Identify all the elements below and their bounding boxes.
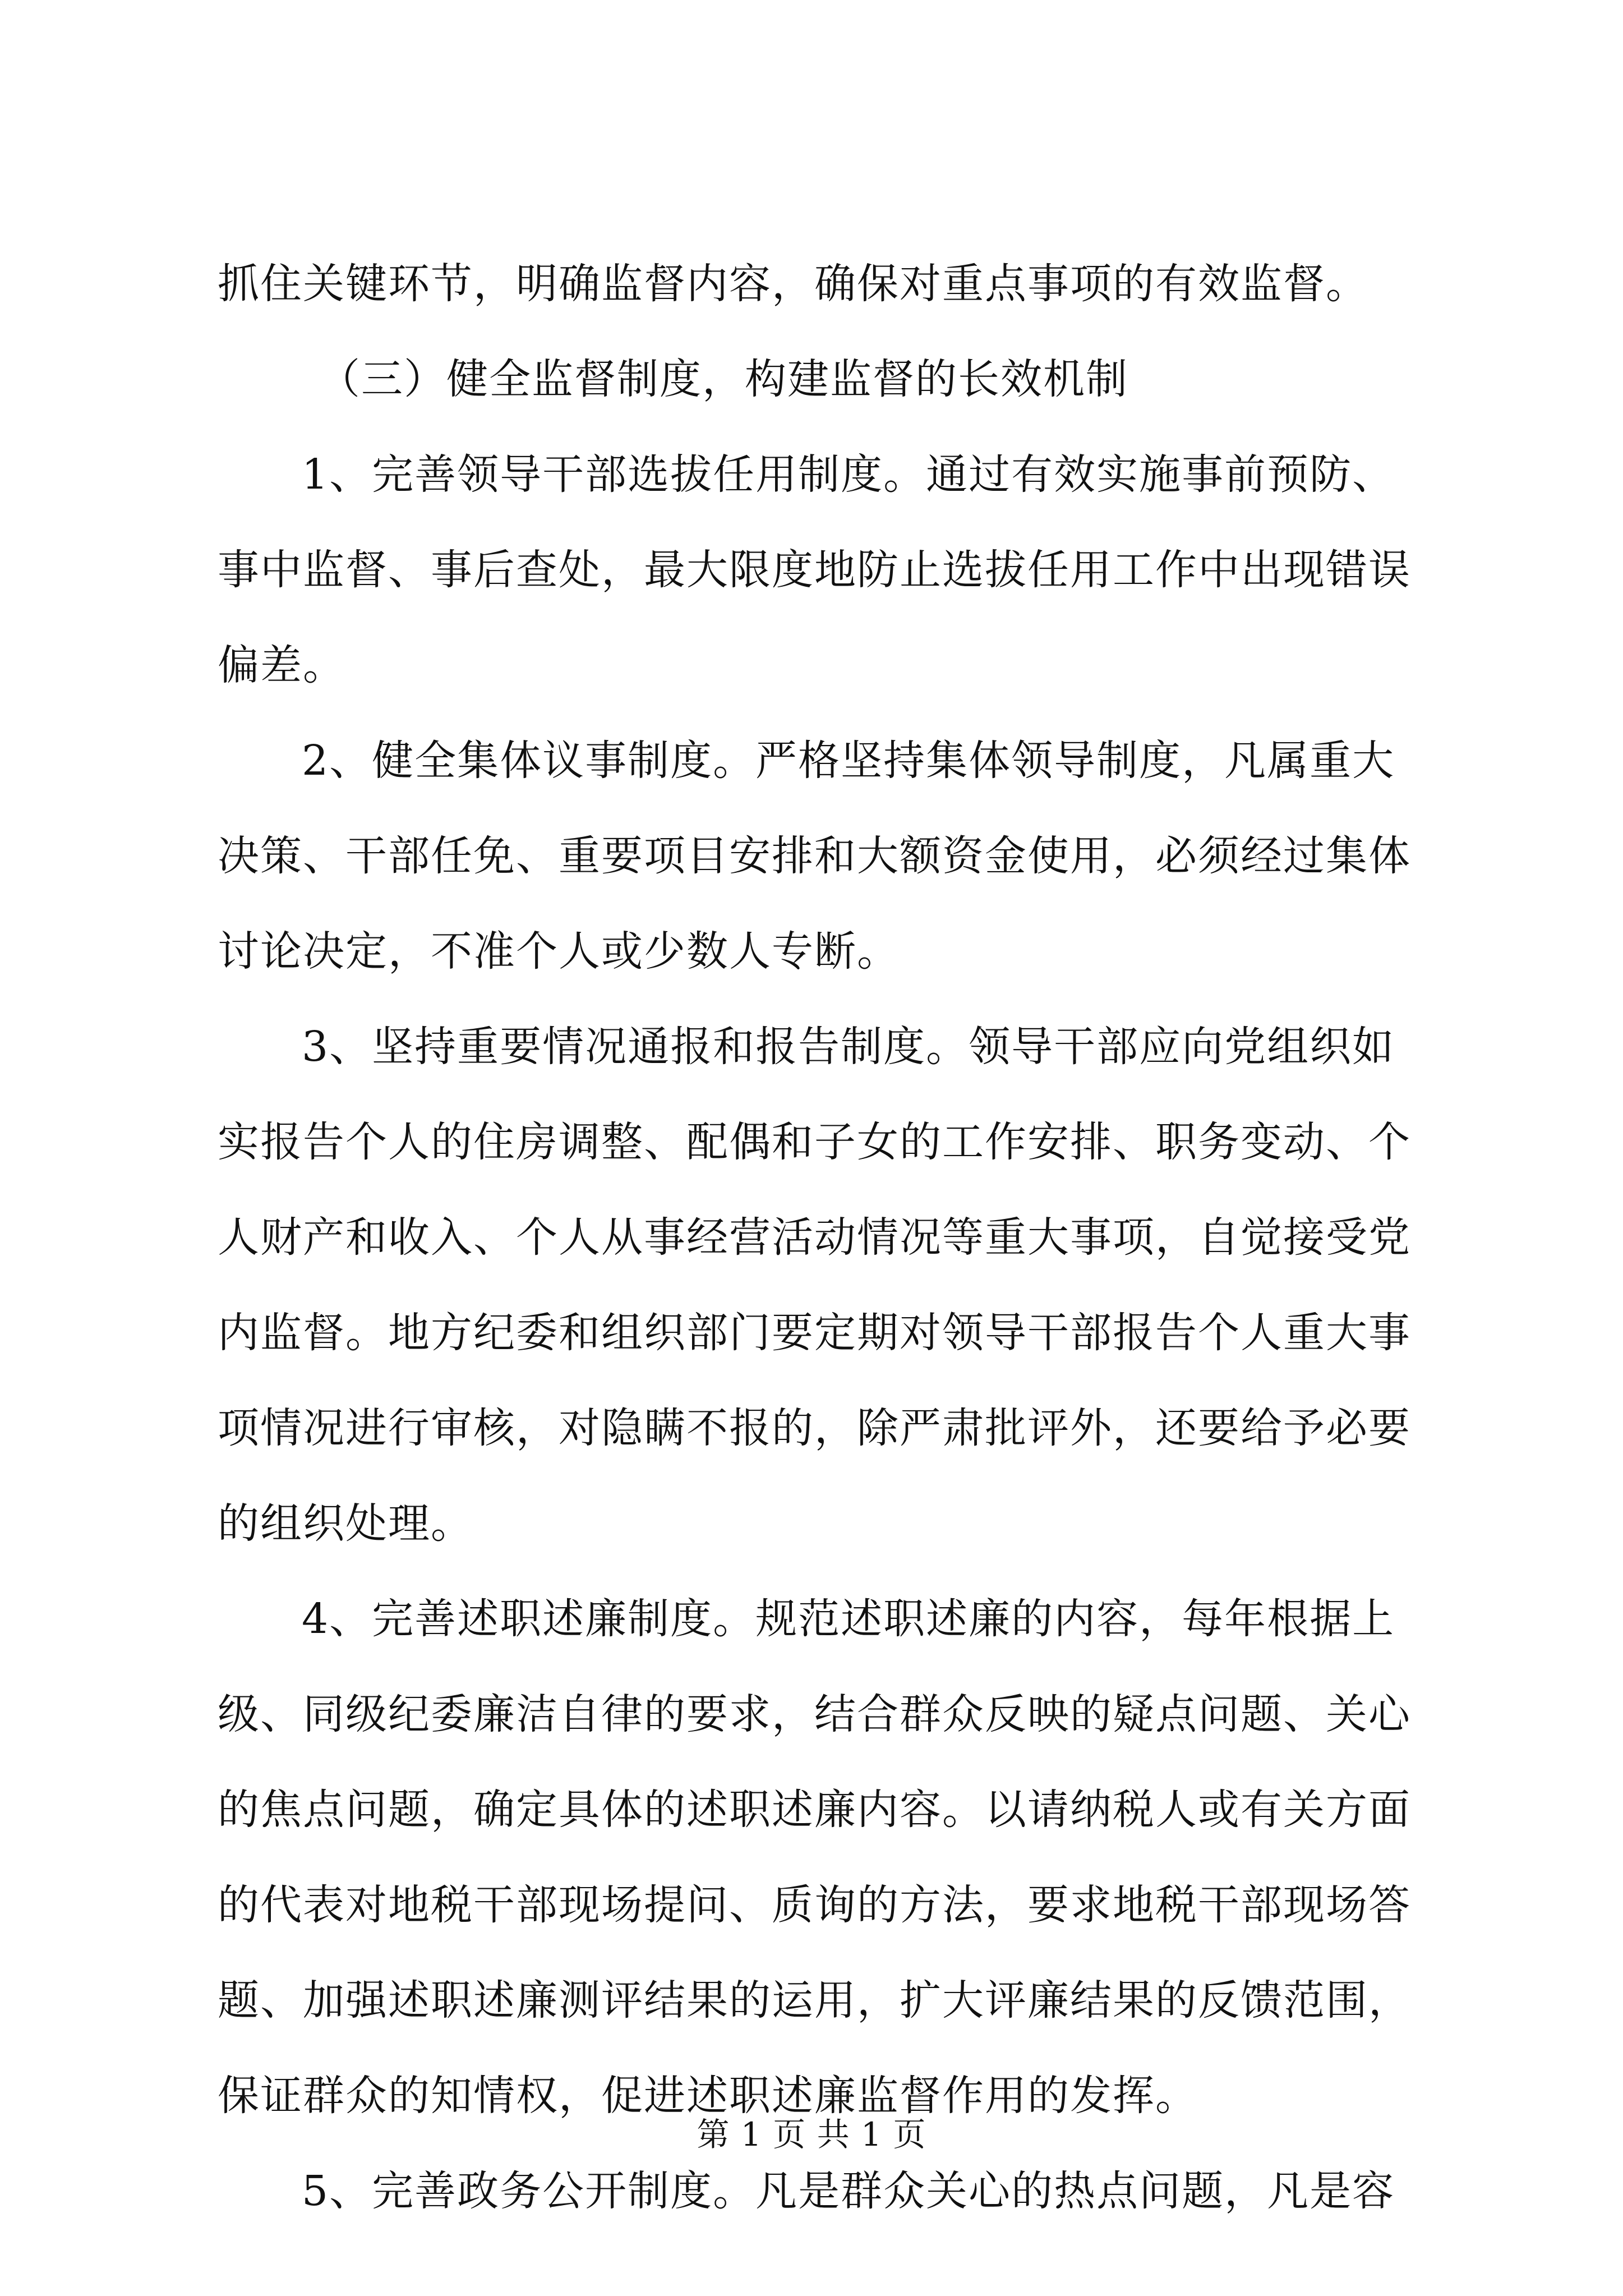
text-line-20: 保证群众的知情权，促进述职述廉监督作用的发挥。 [218,2072,1198,2120]
text-line-7: 决策、干部任免、重要项目安排和大额资金使用，必须经过集体 [218,832,1411,880]
text-line-15: 4、完善述职述廉制度。规范述职述廉的内容，每年根据上 [302,1595,1395,1643]
text-line-6: 2、健全集体议事制度。严格坚持集体领导制度，凡属重大 [302,737,1395,785]
text-line-9: 3、坚持重要情况通报和报告制度。领导干部应向党组织如 [302,1023,1395,1071]
text-line-14: 的组织处理。 [218,1499,473,1548]
text-line-4: 事中监督、事后查处，最大限度地防止选拔任用工作中出现错误 [218,546,1411,594]
page-footer: 第 1 页 共 1 页 [697,2115,926,2154]
text-line-13: 项情况进行审核，对隐瞒不报的，除严肃批评外，还要给予必要 [218,1404,1411,1452]
text-line-16: 级、同级纪委廉洁自律的要求，结合群众反映的疑点问题、关心 [218,1690,1411,1738]
text-line-10: 实报告个人的住房调整、配偶和子女的工作安排、职务变动、个 [218,1118,1411,1166]
text-line-8: 讨论决定，不准个人或少数人专断。 [218,927,900,976]
text-line-11: 人财产和收入、个人从事经营活动情况等重大事项，自觉接受党 [218,1213,1411,1262]
section-heading: （三）健全监督制度，构建监督的长效机制 [319,355,1128,403]
text-line-5: 偏差。 [218,641,345,689]
text-line-17: 的焦点问题，确定具体的述职述廉内容。以请纳税人或有关方面 [218,1786,1411,1834]
text-line-19: 题、加强述职述廉测评结果的运用，扩大评廉结果的反馈范围， [218,1976,1411,2024]
text-line-18: 的代表对地税干部现场提问、质询的方法，要求地税干部现场答 [218,1881,1411,1929]
text-line-3: 1、完善领导干部选拔任用制度。通过有效实施事前预防、 [302,450,1395,499]
text-line-12: 内监督。地方纪委和组织部门要定期对领导干部报告个人重大事 [218,1309,1411,1357]
text-line-1: 抓住关键环节，明确监督内容，确保对重点事项的有效监督。 [218,260,1368,308]
text-line-21: 5、完善政务公开制度。凡是群众关心的热点问题，凡是容 [302,2167,1395,2215]
document-body [218,259,1446,2262]
